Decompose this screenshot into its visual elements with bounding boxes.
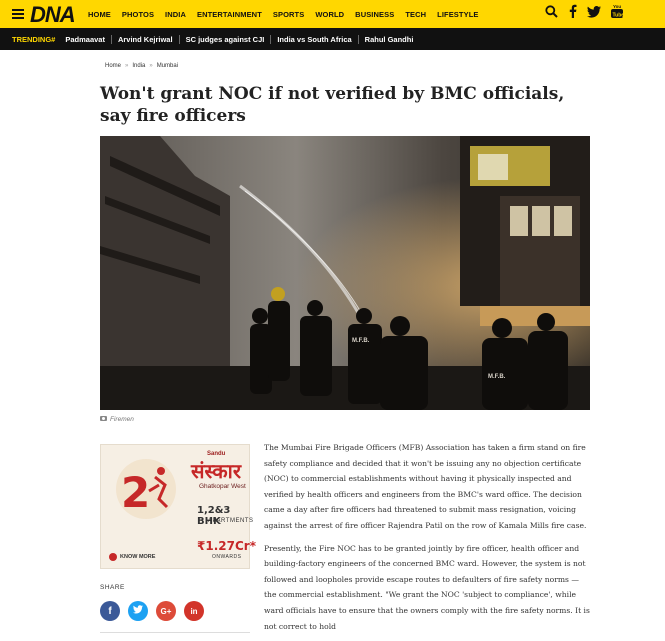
facebook-icon: f <box>108 605 112 617</box>
breadcrumb-mumbai[interactable]: Mumbai <box>156 63 179 69</box>
ad-onwards: ONWARDS <box>212 554 242 560</box>
breadcrumb-india[interactable]: India <box>132 63 146 69</box>
article-title: Won't grant NOC if not verified by BMC officials, say fire officers <box>100 84 565 126</box>
google-plus-icon: G+ <box>160 606 172 616</box>
svg-text:Tube: Tube <box>612 12 625 19</box>
twitter-icon[interactable] <box>587 5 601 23</box>
nav-item-entertainment[interactable]: ENTERTAINMENT <box>196 9 262 19</box>
nav-item-sports[interactable]: SPORTS <box>272 9 305 19</box>
article-paragraph: The Mumbai Fire Brigade Officers (MFB) Association has taken a firm stand on fire safety compliance and decided that it won't be issuing any no objection certificate (NOC) to commercial establishments without having it physically inspected and verified by health officers and engineers from the BMC's ward office. The decision came a day after fire officers had threatened to submit mass resignation, voicing against the arrest of fire officer Rajendra Patil on the row of Kamala Mills fire case. <box>264 443 587 530</box>
site-logo[interactable]: DNA <box>30 2 75 27</box>
search-icon[interactable] <box>545 5 558 23</box>
main-nav <box>88 0 489 28</box>
ad-badge: 2 <box>121 468 151 517</box>
nav-item-business[interactable]: BUSINESS <box>355 9 395 19</box>
breadcrumb <box>105 63 178 69</box>
article-paragraph: Presently, the Fire NOC has to be granted jointly by fire officer, health officer and building-factory engineers of the concerned BMC ward. However, the system is not followed and loopholes provide escape routes to defaulters of fire safety norms — the commercial establishment. "We grant the NOC 'subject to compliance', while ward officials have to ensure that the owners comply with the fire safety norms. It is not correct to hold <box>264 543 590 631</box>
nav-item-world[interactable]: WORLD <box>315 9 345 19</box>
nav-item-tech[interactable]: TECH <box>405 9 427 19</box>
svg-text:M.F.B.: M.F.B. <box>488 374 506 380</box>
ad-runner-graphic <box>111 455 181 535</box>
divider <box>100 632 250 633</box>
facebook-icon[interactable] <box>568 4 577 23</box>
svg-text:M.F.B.: M.F.B. <box>352 338 370 344</box>
google-plus-share-button[interactable] <box>156 601 176 621</box>
nav-item-home[interactable]: HOME <box>88 9 111 19</box>
image-caption <box>100 415 134 423</box>
ad-brand: Sandu <box>207 451 226 457</box>
nav-icons <box>545 4 623 23</box>
linkedin-share-button[interactable] <box>184 601 204 621</box>
linkedin-icon: in <box>190 606 198 616</box>
ad-type: APARTMENTS <box>208 518 254 524</box>
nav-item-india[interactable]: INDIA <box>165 9 186 19</box>
trending-label: TRENDING# <box>12 34 56 44</box>
breadcrumb-separator: » <box>125 63 129 69</box>
svg-text:You: You <box>613 4 622 9</box>
article-hero-image <box>100 136 590 410</box>
trending-bar <box>0 28 665 50</box>
trending-item[interactable]: India vs South Africa <box>271 35 358 44</box>
ad-location: Ghatkopar West <box>199 483 246 490</box>
trending-item[interactable]: SC judges against CJI <box>180 35 272 44</box>
ad-config: 1,2&3 BHK <box>197 505 231 527</box>
advertisement-banner[interactable] <box>100 444 256 569</box>
hamburger-menu-icon[interactable] <box>12 9 24 19</box>
nav-item-lifestyle[interactable]: LIFESTYLE <box>437 9 479 19</box>
twitter-share-button[interactable] <box>128 601 148 621</box>
ad-cta-label: KNOW MORE <box>120 554 156 560</box>
share-buttons <box>100 601 204 621</box>
share-label: SHARE <box>100 584 125 591</box>
ad-logo-dot-icon <box>109 553 117 561</box>
breadcrumb-separator: » <box>149 63 153 69</box>
trending-item[interactable]: Padmaavat <box>59 35 112 44</box>
trending-item[interactable]: Arvind Kejriwal <box>112 35 180 44</box>
nav-item-photos[interactable]: PHOTOS <box>121 9 155 19</box>
trending-item[interactable]: Rahul Gandhi <box>364 34 414 44</box>
twitter-icon <box>133 605 143 617</box>
camera-icon <box>100 415 107 423</box>
ad-know-more-button[interactable] <box>109 553 155 561</box>
facebook-share-button[interactable] <box>100 601 120 621</box>
top-navbar <box>0 0 665 28</box>
youtube-icon[interactable] <box>611 4 623 23</box>
breadcrumb-home[interactable]: Home <box>105 63 122 69</box>
ad-title: संस्कार <box>191 459 242 483</box>
article-body <box>264 440 590 641</box>
image-caption-text: Firemen <box>110 415 134 423</box>
ad-price: ₹1.27Cr* <box>197 539 256 553</box>
